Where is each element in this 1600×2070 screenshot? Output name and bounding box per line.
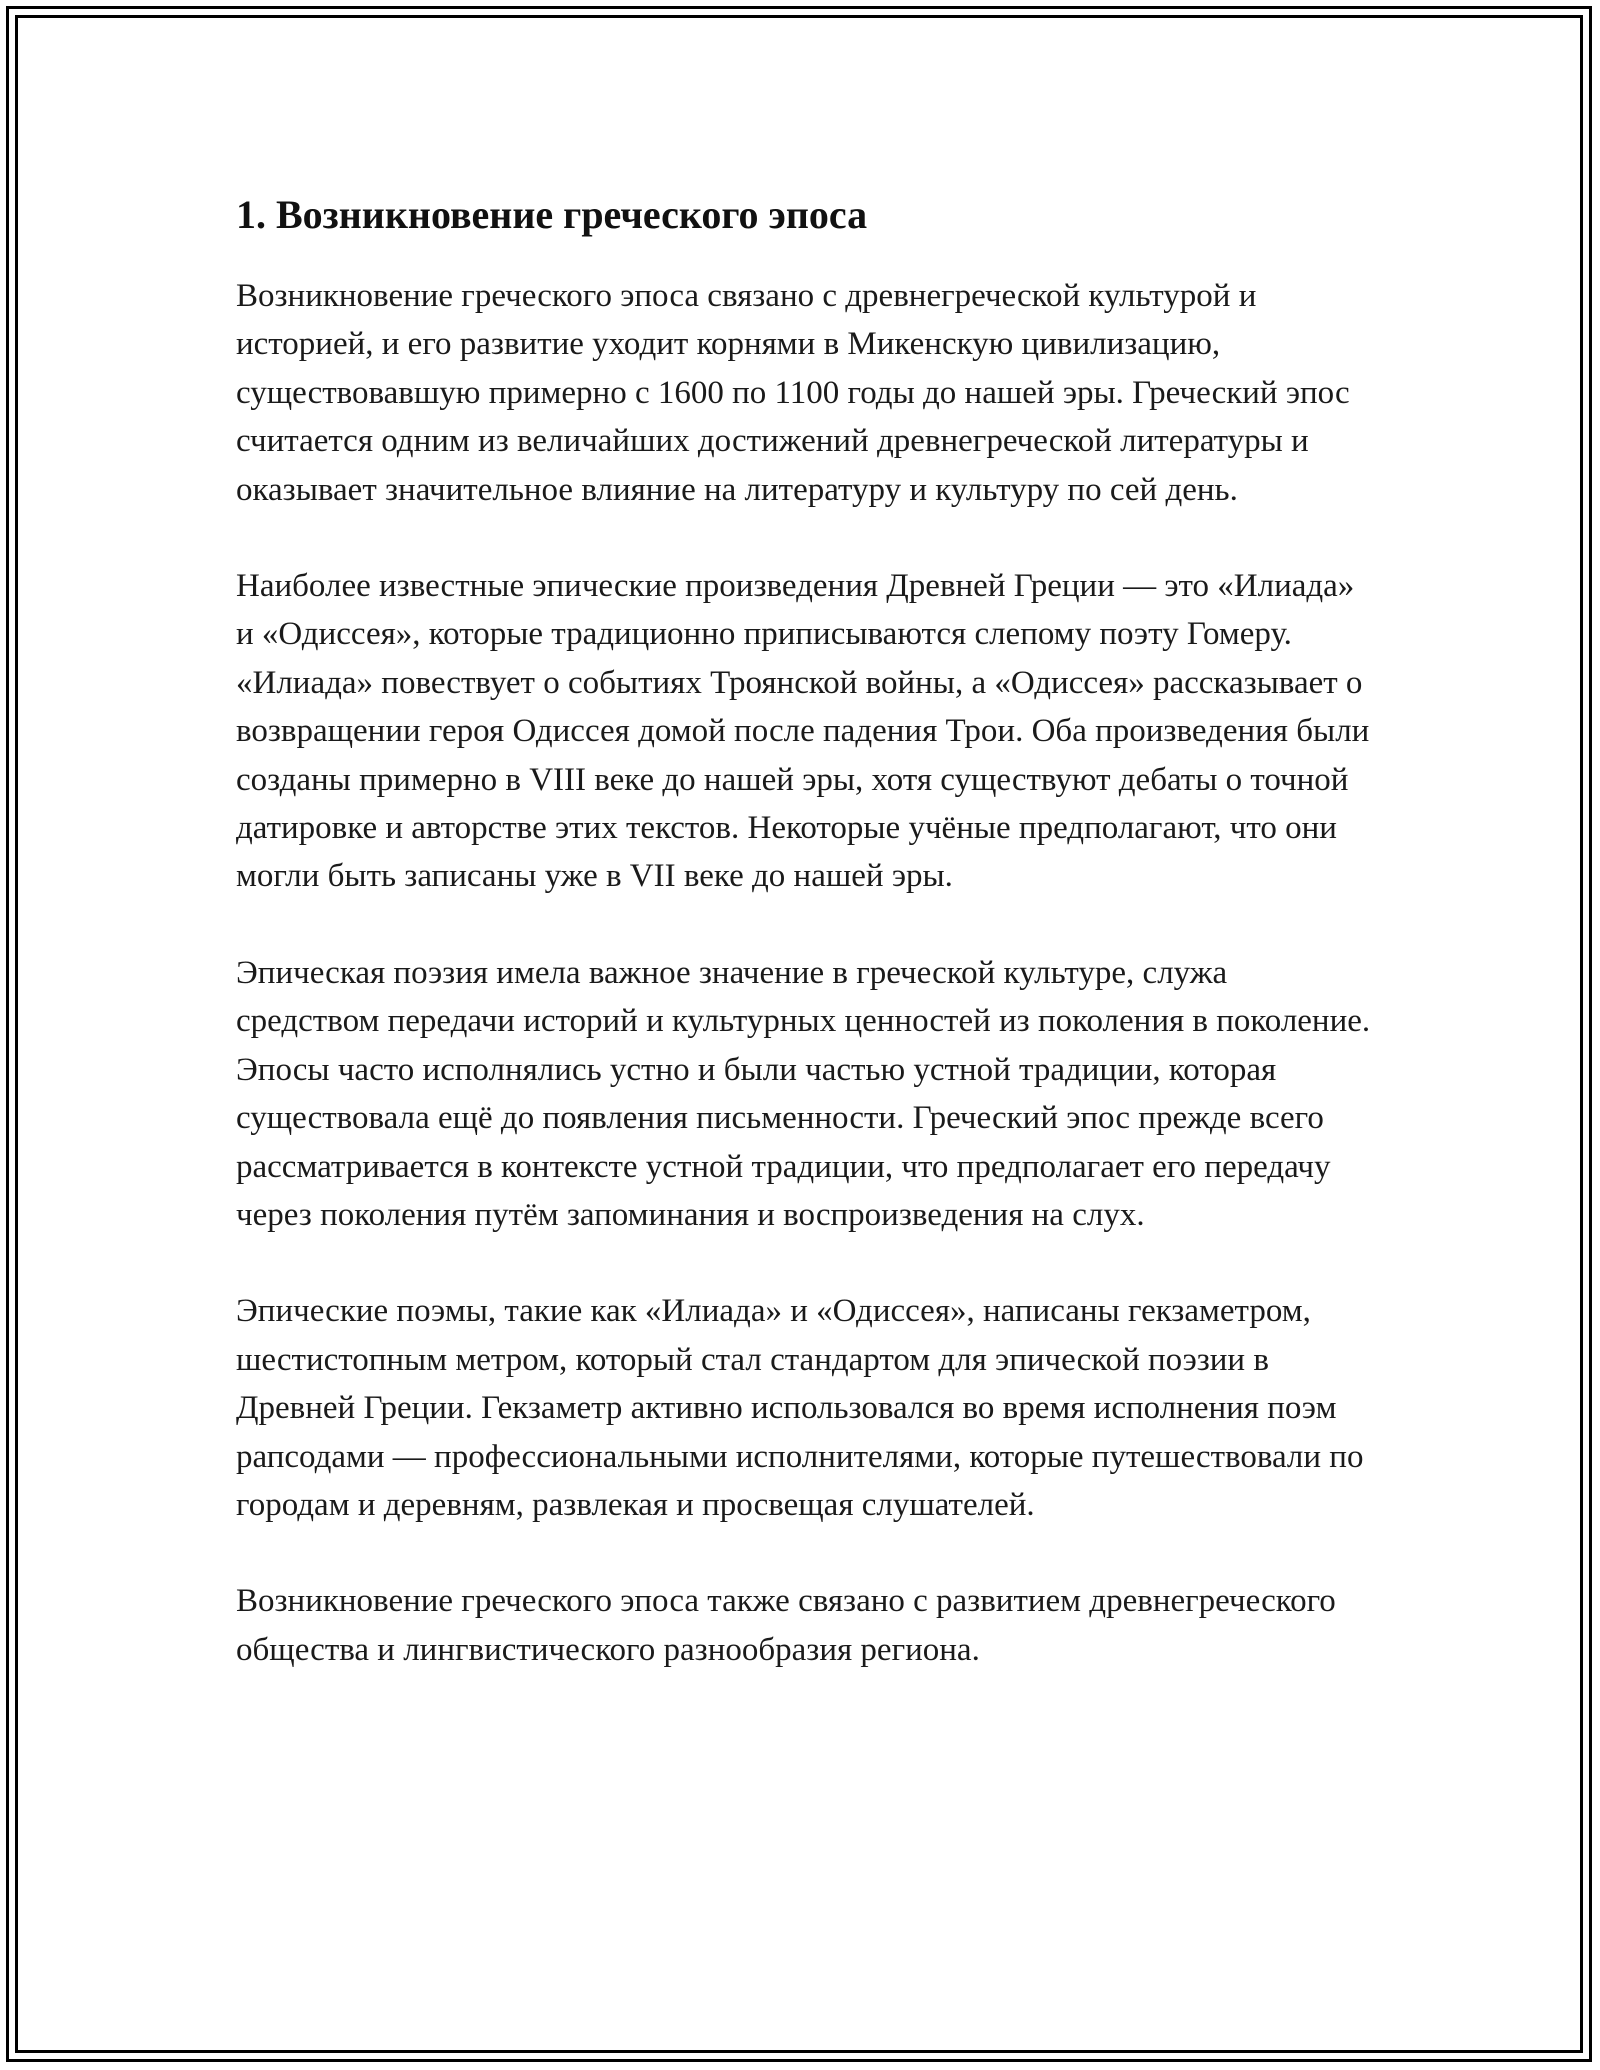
paragraph-1: Возникновение греческого эпоса связано с древнегреческой культурой и историей, и его развитие уходит корнями в Микенскую цивилизацию, существовавшую примерно с 1600 по 1100 годы до нашей эры. Греческий эпос считается одним из величайших достижений древнегреческой литературы и оказывает значительное влияние на литературу и культуру по сей день. xyxy=(236,278,1350,508)
section-heading: 1. Возникновение греческого эпоса xyxy=(236,192,868,237)
paragraph-4: Эпические поэмы, такие как «Илиада» и «Одиссея», написаны гекзаметром, шестистопным метром, который стал стандартом для эпической поэзии в Древней Греции. Гекзаметр активно использовался во время исполнения поэм рапсодами — профессиональными исполнителями, которые путешествовали по городам и деревням, развлекая и просвещая слушателей. xyxy=(236,1293,1364,1523)
paragraph-2: Наиболее известные эпические произведения Древней Греции — это «Илиада» и «Одиссея», которые традиционно приписываются слепому поэту Гомеру. «Илиада» повествует о событиях Троянской войны, а «Одиссея» рассказывает о возвращении героя Одиссея домой после падения Трои. Оба произведения были созданы примерно в VIII веке до нашей эры, хотя существуют дебаты о точной датировке и авторстве этих текстов. Некоторые учёные предполагают, что они могли быть записаны уже в VII веке до нашей эры. xyxy=(236,568,1370,895)
document-body xyxy=(236,184,1376,1722)
paragraph-5: Возникновение греческого эпоса также связано с развитием древнегреческого общества и лингвистического разнообразия региона. xyxy=(236,1583,1336,1668)
paragraph-3: Эпическая поэзия имела важное значение в греческой культуре, служа средством передачи историй и культурных ценностей из поколения в поколение. Эпосы часто исполнялись устно и были частью устной традиции, которая существовала ещё до появления письменности. Греческий эпос прежде всего рассматривается в контексте устной традиции, что предполагает его передачу через поколения путём запоминания и воспроизведения на слух. xyxy=(236,954,1371,1233)
